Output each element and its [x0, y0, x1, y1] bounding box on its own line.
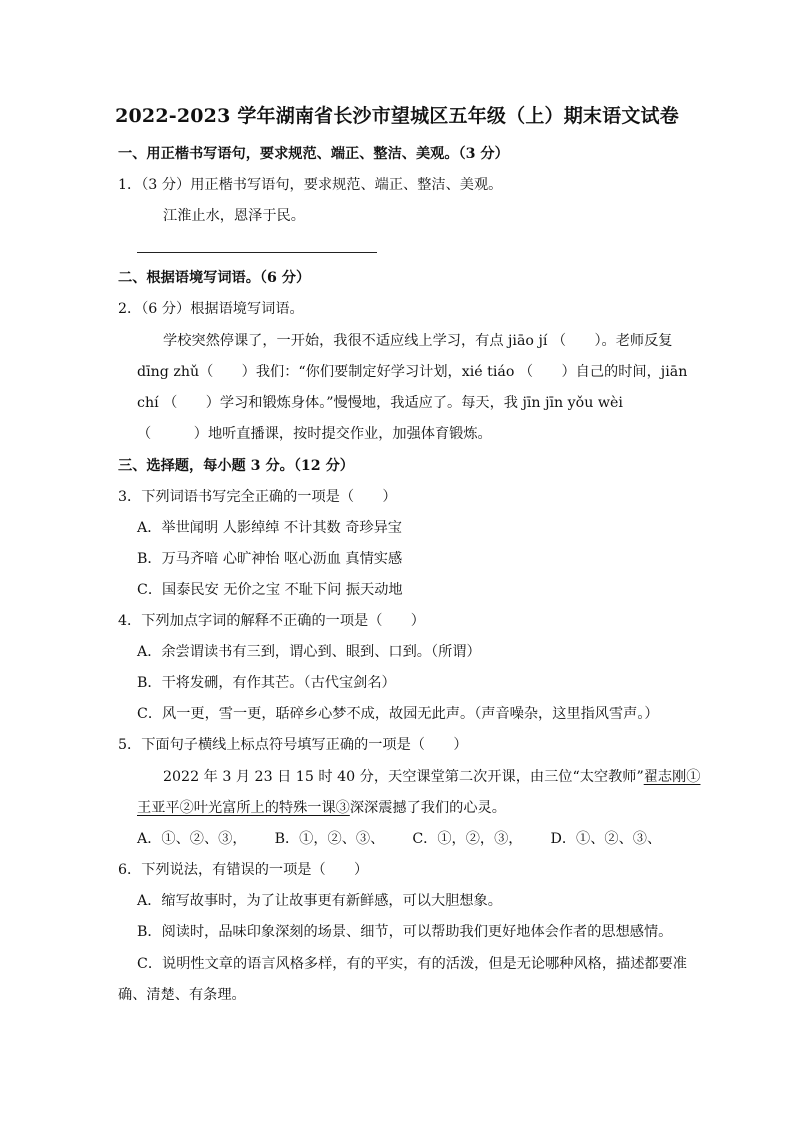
- question-5-options: [137, 828, 661, 850]
- underlined-text: 王亚平②叶光富所上的特殊一课③: [137, 800, 350, 816]
- section-3-heading: 三、选择题，每小题 3 分。（12 分）: [118, 458, 354, 474]
- question-6-option-a: A．缩写故事时，为了让故事更有新鲜感，可以大胆想象。: [137, 893, 502, 909]
- question-6-option-b: B．阅读时，品味印象深刻的场景、细节，可以帮助我们更好地体会作者的思想感情。: [137, 924, 673, 940]
- question-2-paragraph-line-3: chí （ ）学习和锻炼身体。”慢慢地，我适应了。每天，我 jīn jīn yǒu wèi: [137, 395, 623, 411]
- question-4-stem: 4．下列加点字词的解释不正确的一项是（ ）: [118, 613, 425, 629]
- question-3-option-c: C．国泰民安 无价之宝 不耻下问 振天动地: [137, 582, 403, 598]
- underlined-text: 翟志刚①: [643, 769, 701, 785]
- question-2-paragraph-line-2: dīng zhǔ（ ）我们：“你们要制定好学习计划，xié tiáo （ ）自己的时间，jiān: [137, 364, 688, 380]
- question-1-text: 江淮止水，恩泽于民。: [163, 208, 305, 224]
- question-2-stem: 2．（6 分）根据语境写词语。: [118, 301, 304, 317]
- question-6-stem: 6．下列说法，有错误的一项是（ ）: [118, 862, 369, 878]
- question-4-option-a: A．余尝谓读书有三到，谓心到、眼到、口到。（所谓）: [137, 644, 481, 660]
- question-5-option-d: D．①、②、③、: [550, 831, 662, 847]
- question-5-passage-line-2: [137, 797, 506, 819]
- page-title: 2022-2023 学年湖南省长沙市望城区五年级（上）期末语文试卷: [115, 105, 679, 127]
- question-6-option-c-line-1: C．说明性文章的语言风格多样，有的平实，有的活泼，但是无论哪种风格，描述都要准: [137, 956, 687, 972]
- question-5-option-c: C．①，②，③，: [412, 831, 523, 847]
- question-5-option-b: B．①，②、③、: [274, 831, 385, 847]
- question-3-option-b: B．万马齐喑 心旷神怡 呕心沥血 真情实感: [137, 551, 403, 567]
- question-5-option-a: A．①、②、③，: [137, 831, 247, 847]
- passage-text: 深深震撼了我们的心灵。: [349, 800, 506, 816]
- question-6-option-c-line-2: 确、清楚、有条理。: [118, 987, 246, 1003]
- question-5-passage-line-1: [163, 766, 700, 788]
- question-4-option-b: B．干将发硎，有作其芒。（古代宝剑名）: [137, 675, 396, 691]
- section-1-heading: 一、用正楷书写语句，要求规范、端正、整洁、美观。（3 分）: [118, 146, 509, 162]
- passage-text: 2022 年 3 月 23 日 15 时 40 分，天空课堂第二次开课，由三位“太空教师”: [163, 769, 644, 785]
- question-2-paragraph-line-1: 学校突然停课了，一开始，我很不适应线上学习，有点 jiāo jí （ ）。老师反复: [163, 333, 673, 349]
- answer-blank-line: [137, 252, 377, 253]
- question-5-stem: 5．下面句子横线上标点符号填写正确的一项是（ ）: [118, 737, 468, 753]
- section-2-heading: 二、根据语境写词语。（6 分）: [118, 270, 311, 286]
- question-3-option-a: A．举世闻明 人影绰绰 不计其数 奇珍异宝: [137, 520, 402, 536]
- question-3-stem: 3．下列词语书写完全正确的一项是（ ）: [118, 489, 397, 505]
- question-2-paragraph-line-4: （ ）地听直播课，按时提交作业，加强体育锻炼。: [137, 426, 492, 442]
- question-1-stem: 1．（3 分）用正楷书写语句，要求规范、端正、整洁、美观。: [118, 177, 503, 193]
- question-4-option-c: C．风一更，雪一更，聒碎乡心梦不成，故园无此声。（声音噪杂，这里指风雪声。）: [137, 706, 659, 722]
